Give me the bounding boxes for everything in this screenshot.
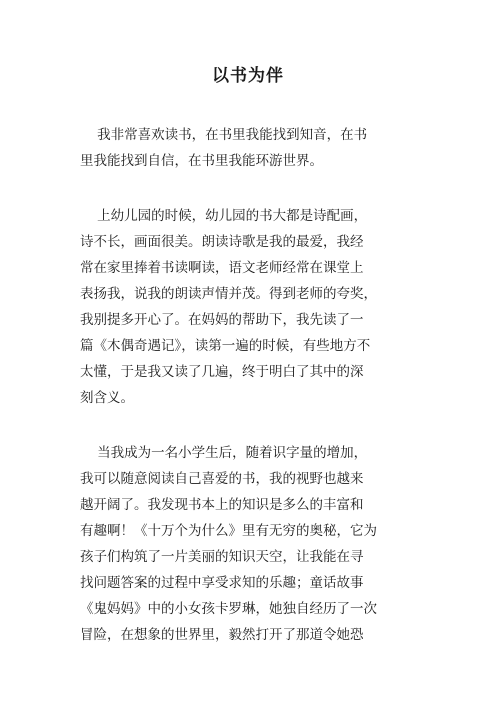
paragraph-line: 里我能找到自信，在书里我能环游世界。 bbox=[80, 153, 323, 169]
paragraph-line: 当我成为一名小学生后，随着识字量的增加， bbox=[80, 445, 368, 461]
paragraph-line: 孩子们构筑了一片美丽的知识天空，让我能在寻 bbox=[80, 549, 364, 565]
paragraph-line: 上幼儿园的时候，幼儿园的书大都是诗配画， bbox=[80, 208, 368, 224]
paragraph-line: 我非常喜欢读书，在书里我能找到知音，在书 bbox=[80, 127, 368, 143]
paragraph-line: 有趣啊！《十万个为什么》里有无穷的奥秘，它为 bbox=[80, 523, 377, 539]
paragraph-line: 常在家里捧着书读啊读，语文老师经常在课堂上 bbox=[80, 260, 364, 276]
paragraph-line: 表扬我，说我的朗读声情并茂。得到老师的夸奖， bbox=[80, 286, 377, 302]
paragraph-line: 刻含义。 bbox=[80, 390, 134, 406]
paragraph-line: 我别提多开心了。在妈妈的帮助下，我先读了一 bbox=[80, 312, 364, 328]
paragraph-2 bbox=[80, 203, 420, 411]
paragraph-line: 冒险，在想象的世界里，毅然打开了那道令她恐 bbox=[80, 627, 364, 643]
paragraph-line: 诗不长，画面很美。朗读诗歌是我的最爱，我经 bbox=[80, 234, 364, 250]
paragraph-line: 找问题答案的过程中享受求知的乐趣；童话故事 bbox=[80, 575, 364, 591]
paragraph-line: 篇《木偶奇遇记》，读第一遍的时候，有些地方不 bbox=[80, 338, 371, 354]
paragraph-line: 太懂，于是我又读了几遍，终于明白了其中的深 bbox=[80, 364, 364, 380]
paragraph-3 bbox=[80, 440, 420, 648]
paragraph-1 bbox=[80, 122, 420, 174]
paragraph-line: 越开阔了。我发现书本上的知识是多么的丰富和 bbox=[80, 497, 364, 513]
paragraph-line: 我可以随意阅读自己喜爱的书，我的视野也越来 bbox=[80, 471, 364, 487]
document-title: 以书为伴 bbox=[212, 66, 284, 86]
paragraph-line: 《鬼妈妈》中的小女孩卡罗琳，她独自经历了一次 bbox=[80, 601, 377, 617]
